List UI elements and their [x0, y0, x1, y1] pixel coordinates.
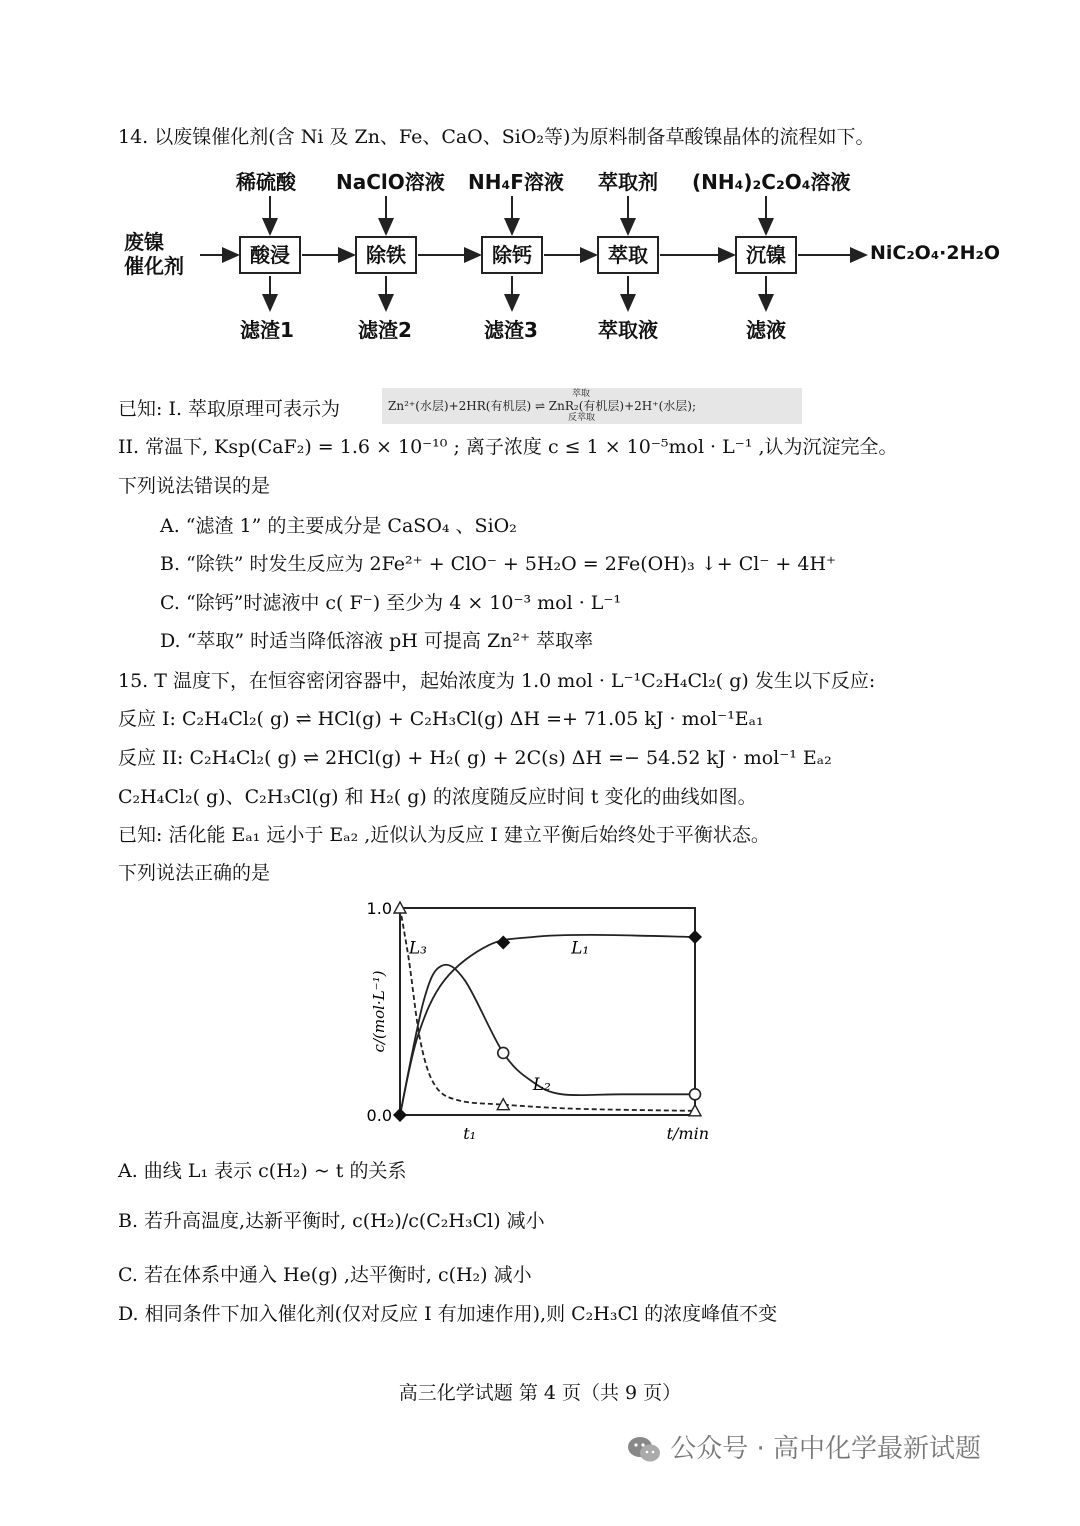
- step-box-1: 酸浸: [239, 236, 301, 274]
- flow-product: NiC₂O₄·2H₂O: [870, 242, 1000, 264]
- watermark: [626, 1428, 981, 1465]
- q14-option-c: C. “除钙”时滤液中 c( F⁻) 至少为 4 × 10⁻³ mol · L⁻¹: [160, 592, 622, 614]
- q14-ask: 下列说法错误的是: [118, 475, 271, 497]
- x-tick-label: t₁: [463, 1124, 477, 1143]
- q15-line-3: C₂H₄Cl₂( g)、C₂H₃Cl(g) 和 H₂( g) 的浓度随反应时间 t 变化的曲线如图。: [118, 786, 757, 808]
- step-box-4: 萃取: [597, 236, 659, 274]
- reagent-5: (NH₄)₂C₂O₄溶液: [692, 170, 851, 194]
- concentration-chart: [360, 898, 730, 1146]
- q15-option-d: D. 相同条件下加入催化剂(仅对反应 I 有加速作用),则 C₂H₃Cl 的浓度峰值不变: [118, 1303, 778, 1325]
- series-label-l3: L₃: [408, 938, 427, 959]
- series-label-l2: L₂: [532, 1075, 551, 1096]
- diamond-marker: [688, 930, 702, 944]
- extraction-equation-image: [382, 388, 802, 424]
- byproduct-4: 萃取液: [598, 318, 658, 342]
- q14-stem: 14. 以废镍催化剂(含 Ni 及 Zn、Fe、CaO、SiO₂等)为原料制备草酸镍晶体的流程如下。: [118, 126, 875, 148]
- step-box-3: 除钙: [481, 236, 543, 274]
- byproduct-3: 滤渣3: [484, 318, 538, 342]
- reagent-3: NH₄F溶液: [468, 170, 564, 194]
- q14-option-b: B. “除铁” 时发生反应为 2Fe²⁺ + ClO⁻ + 5H₂O = 2Fe(OH)₃ ↓+ Cl⁻ + 4H⁺: [160, 553, 837, 575]
- q15-stem: 15. T 温度下，在恒容密闭容器中，起始浓度为 1.0 mol · L⁻¹C₂H₄Cl₂( g) 发生以下反应:: [118, 670, 876, 692]
- series-label-l1: L₁: [571, 938, 590, 959]
- flow-diagram: [118, 160, 1018, 350]
- arrow-label-bottom: 反萃取: [568, 413, 596, 423]
- extraction-equation: Zn²⁺(水层)+2HR(有机层) ⇌ ZnR₂(有机层)+2H⁺(水层);: [388, 399, 696, 413]
- wechat-icon: [626, 1435, 662, 1465]
- step-box-5: 沉镍: [735, 236, 797, 274]
- known-1-prefix: 已知: I. 萃取原理可表示为: [118, 398, 341, 420]
- x-axis-label: t/min: [666, 1124, 709, 1143]
- y-axis-label: c/(mol·L⁻¹): [370, 970, 388, 1053]
- circle-marker: [690, 1089, 701, 1100]
- q15-option-c: C. 若在体系中通入 He(g) ,达平衡时, c(H₂) 减小: [118, 1264, 532, 1286]
- known-2: II. 常温下, Ksp(CaF₂) = 1.6 × 10⁻¹⁰ ; 离子浓度 c ≤ 1 × 10⁻⁵mol · L⁻¹ ,认为沉淀完全。: [118, 436, 898, 458]
- q15-option-a: A. 曲线 L₁ 表示 c(H₂) ~ t 的关系: [118, 1160, 407, 1182]
- step-box-2: 除铁: [355, 236, 417, 274]
- page-footer: 高三化学试题 第 4 页（共 9 页）: [398, 1382, 682, 1404]
- byproduct-1: 滤渣1: [240, 318, 294, 342]
- q15-option-b: B. 若升高温度,达新平衡时, c(H₂)/c(C₂H₃Cl) 减小: [118, 1210, 545, 1232]
- y-tick-label: 1.0: [366, 899, 392, 918]
- flow-input: 废镍 催化剂: [124, 230, 184, 278]
- watermark-text: 公众号 · 高中化学最新试题: [670, 1434, 982, 1464]
- q14-option-d: D. “萃取” 时适当降低溶液 pH 可提高 Zn²⁺ 萃取率: [160, 630, 594, 652]
- byproduct-5: 滤液: [746, 318, 786, 342]
- arrow-label-top: 萃取: [572, 389, 591, 399]
- q14-option-a: A. “滤渣 1” 的主要成分是 CaSO₄ 、SiO₂: [160, 515, 517, 537]
- byproduct-2: 滤渣2: [358, 318, 412, 342]
- chart-svg: [360, 898, 730, 1146]
- reagent-4: 萃取剂: [598, 170, 658, 194]
- diamond-marker: [393, 1108, 407, 1122]
- reaction-1: 反应 I: C₂H₄Cl₂( g) ⇌ HCl(g) + C₂H₃Cl(g) ΔH =+ 71.05 kJ · mol⁻¹Eₐ₁: [118, 708, 764, 730]
- q15-ask: 下列说法正确的是: [118, 862, 271, 884]
- diamond-marker: [496, 936, 510, 950]
- y-tick-label: 0.0: [366, 1106, 392, 1125]
- circle-marker: [498, 1047, 509, 1058]
- reagent-2: NaClO溶液: [336, 170, 445, 194]
- q15-line-4: 已知: 活化能 Eₐ₁ 远小于 Eₐ₂ ,近似认为反应 I 建立平衡后始终处于平衡状态。: [118, 824, 770, 846]
- reagent-1: 稀硫酸: [236, 170, 296, 194]
- reaction-2: 反应 II: C₂H₄Cl₂( g) ⇌ 2HCl(g) + H₂( g) + 2C(s) ΔH =− 54.52 kJ · mol⁻¹ Eₐ₂: [118, 747, 832, 769]
